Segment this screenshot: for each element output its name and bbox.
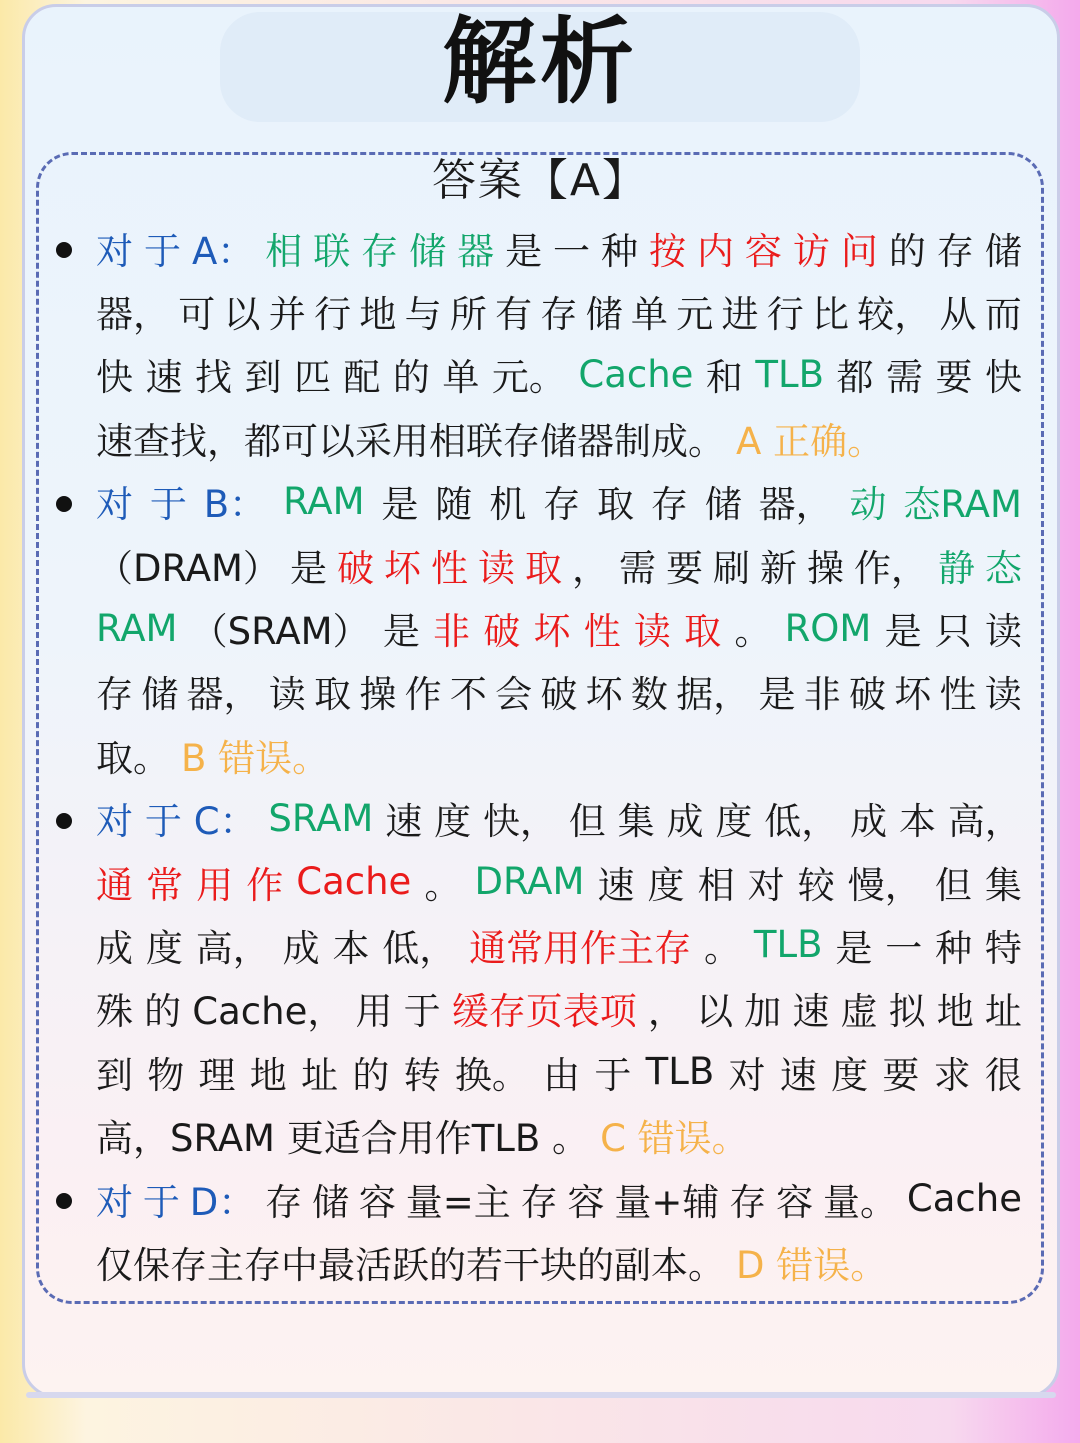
text-segment-text: 高，SRAM 更适合用作TLB 。: [96, 1117, 590, 1161]
text-segment-term: TLB: [755, 352, 825, 396]
text-segment-text: 对: [728, 1053, 766, 1097]
text-segment-text: 元: [676, 293, 714, 337]
text-segment-emph: 按: [648, 229, 686, 273]
text-segment-text: 转: [403, 1053, 441, 1097]
bullet-dot-icon: [56, 1193, 72, 1209]
text-segment-text: 到: [244, 356, 282, 400]
text-segment-text: 到: [96, 1053, 133, 1097]
text-segment-text: 换。: [454, 1053, 529, 1097]
analysis-item-option-c: [96, 787, 1022, 1167]
text-segment-text: 一: [885, 926, 923, 970]
text-segment-text: 种: [935, 926, 973, 970]
text-segment-text: 都: [836, 356, 874, 400]
text-segment-text: 很: [984, 1053, 1022, 1097]
text-segment-text: 于: [403, 990, 441, 1034]
text-segment-text: 与: [404, 293, 442, 337]
text-segment-text: 存: [540, 293, 578, 337]
text-segment-text: ，: [647, 990, 685, 1034]
text-segment-emph: 访: [792, 229, 830, 273]
text-segment-text: 量=主: [405, 1180, 511, 1224]
text-segment-text: 坏: [894, 673, 932, 717]
text-segment-term: TLB: [753, 923, 823, 967]
text-segment-text: 加: [744, 990, 782, 1034]
analysis-item-option-d: [96, 1167, 1022, 1294]
text-segment-text: 速: [145, 356, 183, 400]
text-segment-term: RAM: [283, 479, 365, 523]
text-segment-emph: 通常用作主存: [469, 926, 692, 970]
text-segment-text: 是: [884, 610, 922, 654]
text-segment-text: （SRAM）: [190, 610, 370, 654]
text-line: [96, 1040, 1022, 1103]
text-line: [96, 533, 1022, 596]
text-segment-text: 的: [392, 356, 430, 400]
text-segment-text: 机: [489, 483, 527, 527]
text-segment-emph: 性: [430, 546, 468, 590]
text-segment-text: 的: [888, 229, 926, 273]
text-segment-text: 快: [984, 356, 1022, 400]
text-segment-text: 存: [265, 1180, 303, 1224]
text-segment-label: C：: [193, 800, 257, 844]
text-segment-text: 速: [385, 800, 423, 844]
text-segment-text: 仅保存主存中最活跃的若干块的副本。: [96, 1243, 725, 1287]
text-segment-text: 存: [936, 229, 974, 273]
text-segment-text: Cache，: [192, 990, 345, 1034]
text-segment-text: 是: [758, 673, 796, 717]
bullet-dot-icon: [56, 813, 72, 829]
text-segment-text: 特: [984, 926, 1022, 970]
text-segment-text: 集: [984, 863, 1022, 907]
text-segment-text: 从: [939, 293, 977, 337]
text-segment-text: 要: [935, 356, 973, 400]
text-segment-text: 要: [665, 546, 703, 590]
text-segment-text: 本: [332, 926, 370, 970]
text-segment-term: 存: [361, 229, 399, 273]
text-segment-text: 于: [594, 1053, 632, 1097]
text-segment-emph: 读: [633, 610, 671, 654]
text-line: [96, 406, 1022, 469]
text-segment-text: 比: [811, 293, 849, 337]
text-segment-text: 一: [553, 229, 591, 273]
text-segment-emph: 容: [744, 229, 782, 273]
text-segment-text: 储: [312, 1180, 349, 1224]
text-segment-text: 用: [355, 990, 393, 1034]
text-segment-label: 对: [96, 229, 133, 273]
text-segment-text: 破: [540, 673, 578, 717]
text-segment-text: 对: [747, 863, 785, 907]
text-segment-term: DRAM: [474, 860, 585, 904]
text-segment-emph: 取: [684, 610, 722, 654]
text-segment-emph: 坏: [533, 610, 571, 654]
text-segment-text: 器，: [96, 293, 170, 337]
text-segment-text: ，: [571, 546, 609, 590]
text-segment-text: 存: [543, 483, 581, 527]
text-segment-emph: Cache: [296, 860, 412, 904]
text-segment-text: 进: [721, 293, 759, 337]
text-segment-text: 快: [96, 356, 133, 400]
text-segment-text: 器，: [758, 483, 833, 527]
text-segment-text: 数: [630, 673, 668, 717]
text-segment-emph: 读: [477, 546, 515, 590]
text-line: [96, 850, 1022, 913]
text-segment-term: 态: [984, 546, 1022, 590]
page-title: 解析: [441, 8, 638, 117]
text-segment-text: 储: [704, 483, 742, 527]
answer-heading: 答案【A】: [431, 155, 649, 206]
text-segment-text: 作，: [853, 546, 928, 590]
text-segment-text: 高，: [195, 926, 270, 970]
text-segment-text: 但: [568, 800, 606, 844]
text-segment-text: 度: [434, 800, 472, 844]
text-segment-text: 是: [835, 926, 873, 970]
text-segment-text: 速: [597, 863, 635, 907]
text-segment-text: 储: [141, 673, 179, 717]
bullet-dot-icon: [56, 496, 72, 512]
text-segment-text: 容: [358, 1180, 396, 1224]
text-line: [96, 1167, 1022, 1230]
text-segment-text: 成: [96, 926, 133, 970]
text-segment-text: 。: [734, 610, 772, 654]
text-segment-text: 种: [601, 229, 638, 273]
text-segment-text: Cache: [906, 1177, 1022, 1221]
text-segment-text: 本: [898, 800, 936, 844]
bullet-dot-icon: [56, 242, 72, 258]
text-segment-text: 据，: [676, 673, 751, 717]
text-segment-term: 相: [265, 229, 303, 273]
text-segment-text: 存: [650, 483, 688, 527]
analysis-item-option-a: [96, 216, 1022, 470]
text-segment-emph: 内: [696, 229, 734, 273]
text-segment-text: TLB: [645, 1050, 715, 1094]
text-segment-text: 取: [314, 673, 352, 717]
text-segment-text: 破: [848, 673, 886, 717]
text-segment-verdict: C 错误。: [600, 1117, 749, 1161]
text-segment-text: 集: [617, 800, 655, 844]
text-segment-emph: 用: [196, 863, 234, 907]
text-segment-text: 的: [352, 1053, 390, 1097]
text-segment-text: 由: [543, 1053, 581, 1097]
text-segment-label: 于: [149, 483, 187, 527]
text-segment-term: RAM: [96, 606, 178, 650]
text-segment-text: 速: [792, 990, 830, 1034]
text-segment-text: 单: [442, 356, 480, 400]
text-segment-text: 存: [729, 1180, 767, 1224]
text-segment-text: 量+辅: [614, 1180, 720, 1224]
text-line: [96, 279, 1022, 342]
text-segment-text: 较: [797, 863, 835, 907]
text-segment-text: 存: [96, 673, 133, 717]
text-segment-emph: 缓存页表项: [451, 990, 637, 1034]
text-segment-text: 配: [343, 356, 381, 400]
text-segment-text: 匹: [293, 356, 331, 400]
text-segment-emph: 作: [246, 863, 284, 907]
text-segment-text: 储: [984, 229, 1022, 273]
text-segment-verdict: B 错误。: [181, 736, 330, 780]
text-line: [96, 723, 1022, 786]
text-line: [96, 216, 1022, 279]
text-segment-text: 性: [939, 673, 977, 717]
text-segment-text: 可: [178, 293, 216, 337]
text-segment-term: SRAM: [268, 796, 374, 840]
text-segment-label: 对: [96, 1180, 133, 1224]
text-segment-text: 和: [705, 356, 743, 400]
text-segment-label: B：: [203, 483, 267, 527]
text-segment-text: 。: [424, 863, 462, 907]
text-line: [96, 787, 1022, 850]
text-segment-emph: 破: [483, 610, 521, 654]
text-segment-text: 成: [282, 926, 320, 970]
text-segment-text: 坏: [585, 673, 623, 717]
text-segment-text: 行: [314, 293, 352, 337]
text-segment-text: 低，: [764, 800, 839, 844]
text-segment-text: 但: [934, 863, 972, 907]
text-segment-text: 。: [704, 926, 742, 970]
text-segment-text: 而: [984, 293, 1022, 337]
text-segment-text: 相: [697, 863, 735, 907]
text-segment-text: 成: [850, 800, 888, 844]
text-segment-text: 有: [495, 293, 533, 337]
text-segment-text: 址: [301, 1053, 339, 1097]
text-line: [96, 1230, 1022, 1293]
text-segment-text: 地: [359, 293, 397, 337]
text-segment-text: 容: [567, 1180, 605, 1224]
text-segment-label: D：: [189, 1180, 256, 1224]
text-segment-text: 会: [495, 673, 533, 717]
text-segment-emph: 性: [583, 610, 621, 654]
text-segment-text: 址: [984, 990, 1022, 1034]
text-segment-text: 容: [776, 1180, 814, 1224]
text-segment-emph: 通: [96, 863, 133, 907]
text-segment-text: 读: [268, 673, 306, 717]
text-segment-text: 不: [449, 673, 487, 717]
text-segment-text: 以: [696, 990, 734, 1034]
text-segment-term: 联: [313, 229, 351, 273]
text-segment-text: 单: [630, 293, 668, 337]
text-segment-text: 度: [647, 863, 685, 907]
text-segment-text: 是: [505, 229, 543, 273]
text-segment-text: 慢，: [847, 863, 922, 907]
text-segment-label: 对: [96, 483, 133, 527]
text-segment-text: 非: [803, 673, 841, 717]
text-segment-text: 以: [223, 293, 261, 337]
text-segment-label: 于: [143, 229, 181, 273]
text-segment-term: ROM: [784, 606, 872, 650]
text-segment-text: 器，: [186, 673, 261, 717]
text-segment-text: 快，: [482, 800, 557, 844]
text-segment-text: 速: [779, 1053, 817, 1097]
analysis-list: [96, 216, 1022, 1294]
text-line: [96, 343, 1022, 406]
text-segment-text: 取: [596, 483, 634, 527]
text-segment-emph: 问: [840, 229, 878, 273]
text-segment-text: 需: [618, 546, 656, 590]
text-segment-text: 新: [759, 546, 797, 590]
text-segment-text: 是: [382, 610, 420, 654]
text-segment-text: 取。: [96, 736, 170, 780]
text-segment-emph: 常: [146, 863, 184, 907]
text-segment-text: 并: [268, 293, 306, 337]
text-line: [96, 913, 1022, 976]
text-segment-text: 度: [831, 1053, 869, 1097]
text-segment-text: 读: [985, 610, 1022, 654]
text-segment-text: 储: [585, 293, 623, 337]
text-segment-term: 动: [849, 483, 887, 527]
text-segment-text: 虚: [840, 990, 878, 1034]
text-segment-emph: 破: [336, 546, 374, 590]
text-segment-text: 理: [198, 1053, 236, 1097]
text-line: [96, 660, 1022, 723]
text-segment-text: 量。: [823, 1180, 898, 1224]
text-segment-text: 作: [404, 673, 442, 717]
text-segment-text: 所: [449, 293, 487, 337]
text-segment-text: 拟: [888, 990, 926, 1034]
text-segment-text: 元。: [491, 356, 566, 400]
text-segment-text: 找: [194, 356, 232, 400]
text-segment-text: 读: [984, 673, 1022, 717]
text-segment-text: （DRAM）: [96, 546, 280, 590]
text-segment-label: 于: [144, 800, 182, 844]
text-segment-text: 度: [715, 800, 753, 844]
text-segment-label: A：: [191, 229, 255, 273]
text-segment-text: 速查找，都可以采用相联存储器制成。: [96, 419, 725, 463]
text-segment-text: 殊: [96, 990, 133, 1034]
text-segment-text: 地: [249, 1053, 287, 1097]
text-segment-term: 态RAM: [903, 483, 1022, 527]
text-segment-text: 的: [144, 990, 182, 1034]
text-line: [96, 470, 1022, 533]
analysis-item-option-b: [96, 470, 1022, 787]
text-segment-verdict: A 正确。: [736, 419, 885, 463]
text-segment-text: 需: [885, 356, 923, 400]
text-segment-text: 是: [381, 483, 419, 527]
text-segment-emph: 坏: [383, 546, 421, 590]
card-bottom-edge: [26, 1392, 1056, 1398]
text-segment-label: 对: [96, 800, 133, 844]
text-segment-text: 操: [806, 546, 844, 590]
text-segment-text: 求: [933, 1053, 971, 1097]
text-segment-text: 低，: [382, 926, 457, 970]
text-segment-term: 储: [409, 229, 447, 273]
text-segment-text: 随: [435, 483, 473, 527]
text-segment-text: 物: [147, 1053, 185, 1097]
text-line: [96, 1103, 1022, 1166]
text-segment-term: 器: [457, 229, 495, 273]
text-segment-text: 只: [934, 610, 972, 654]
text-segment-text: 行: [766, 293, 804, 337]
text-segment-text: 是: [289, 546, 327, 590]
text-line: [96, 977, 1022, 1040]
text-segment-verdict: D 错误。: [736, 1243, 888, 1287]
text-segment-text: 要: [882, 1053, 920, 1097]
text-line: [96, 596, 1022, 659]
text-segment-text: 高，: [947, 800, 1022, 844]
text-segment-text: 成: [666, 800, 704, 844]
text-segment-text: 操: [359, 673, 397, 717]
text-segment-text: 地: [936, 990, 974, 1034]
text-segment-text: 较，: [857, 293, 932, 337]
text-segment-term: 静: [937, 546, 975, 590]
text-segment-label: 于: [142, 1180, 180, 1224]
text-segment-emph: 非: [433, 610, 471, 654]
text-segment-text: 度: [145, 926, 183, 970]
text-segment-emph: 取: [524, 546, 562, 590]
text-segment-text: 刷: [712, 546, 750, 590]
text-segment-term: Cache: [578, 352, 694, 396]
text-segment-text: 存: [520, 1180, 558, 1224]
